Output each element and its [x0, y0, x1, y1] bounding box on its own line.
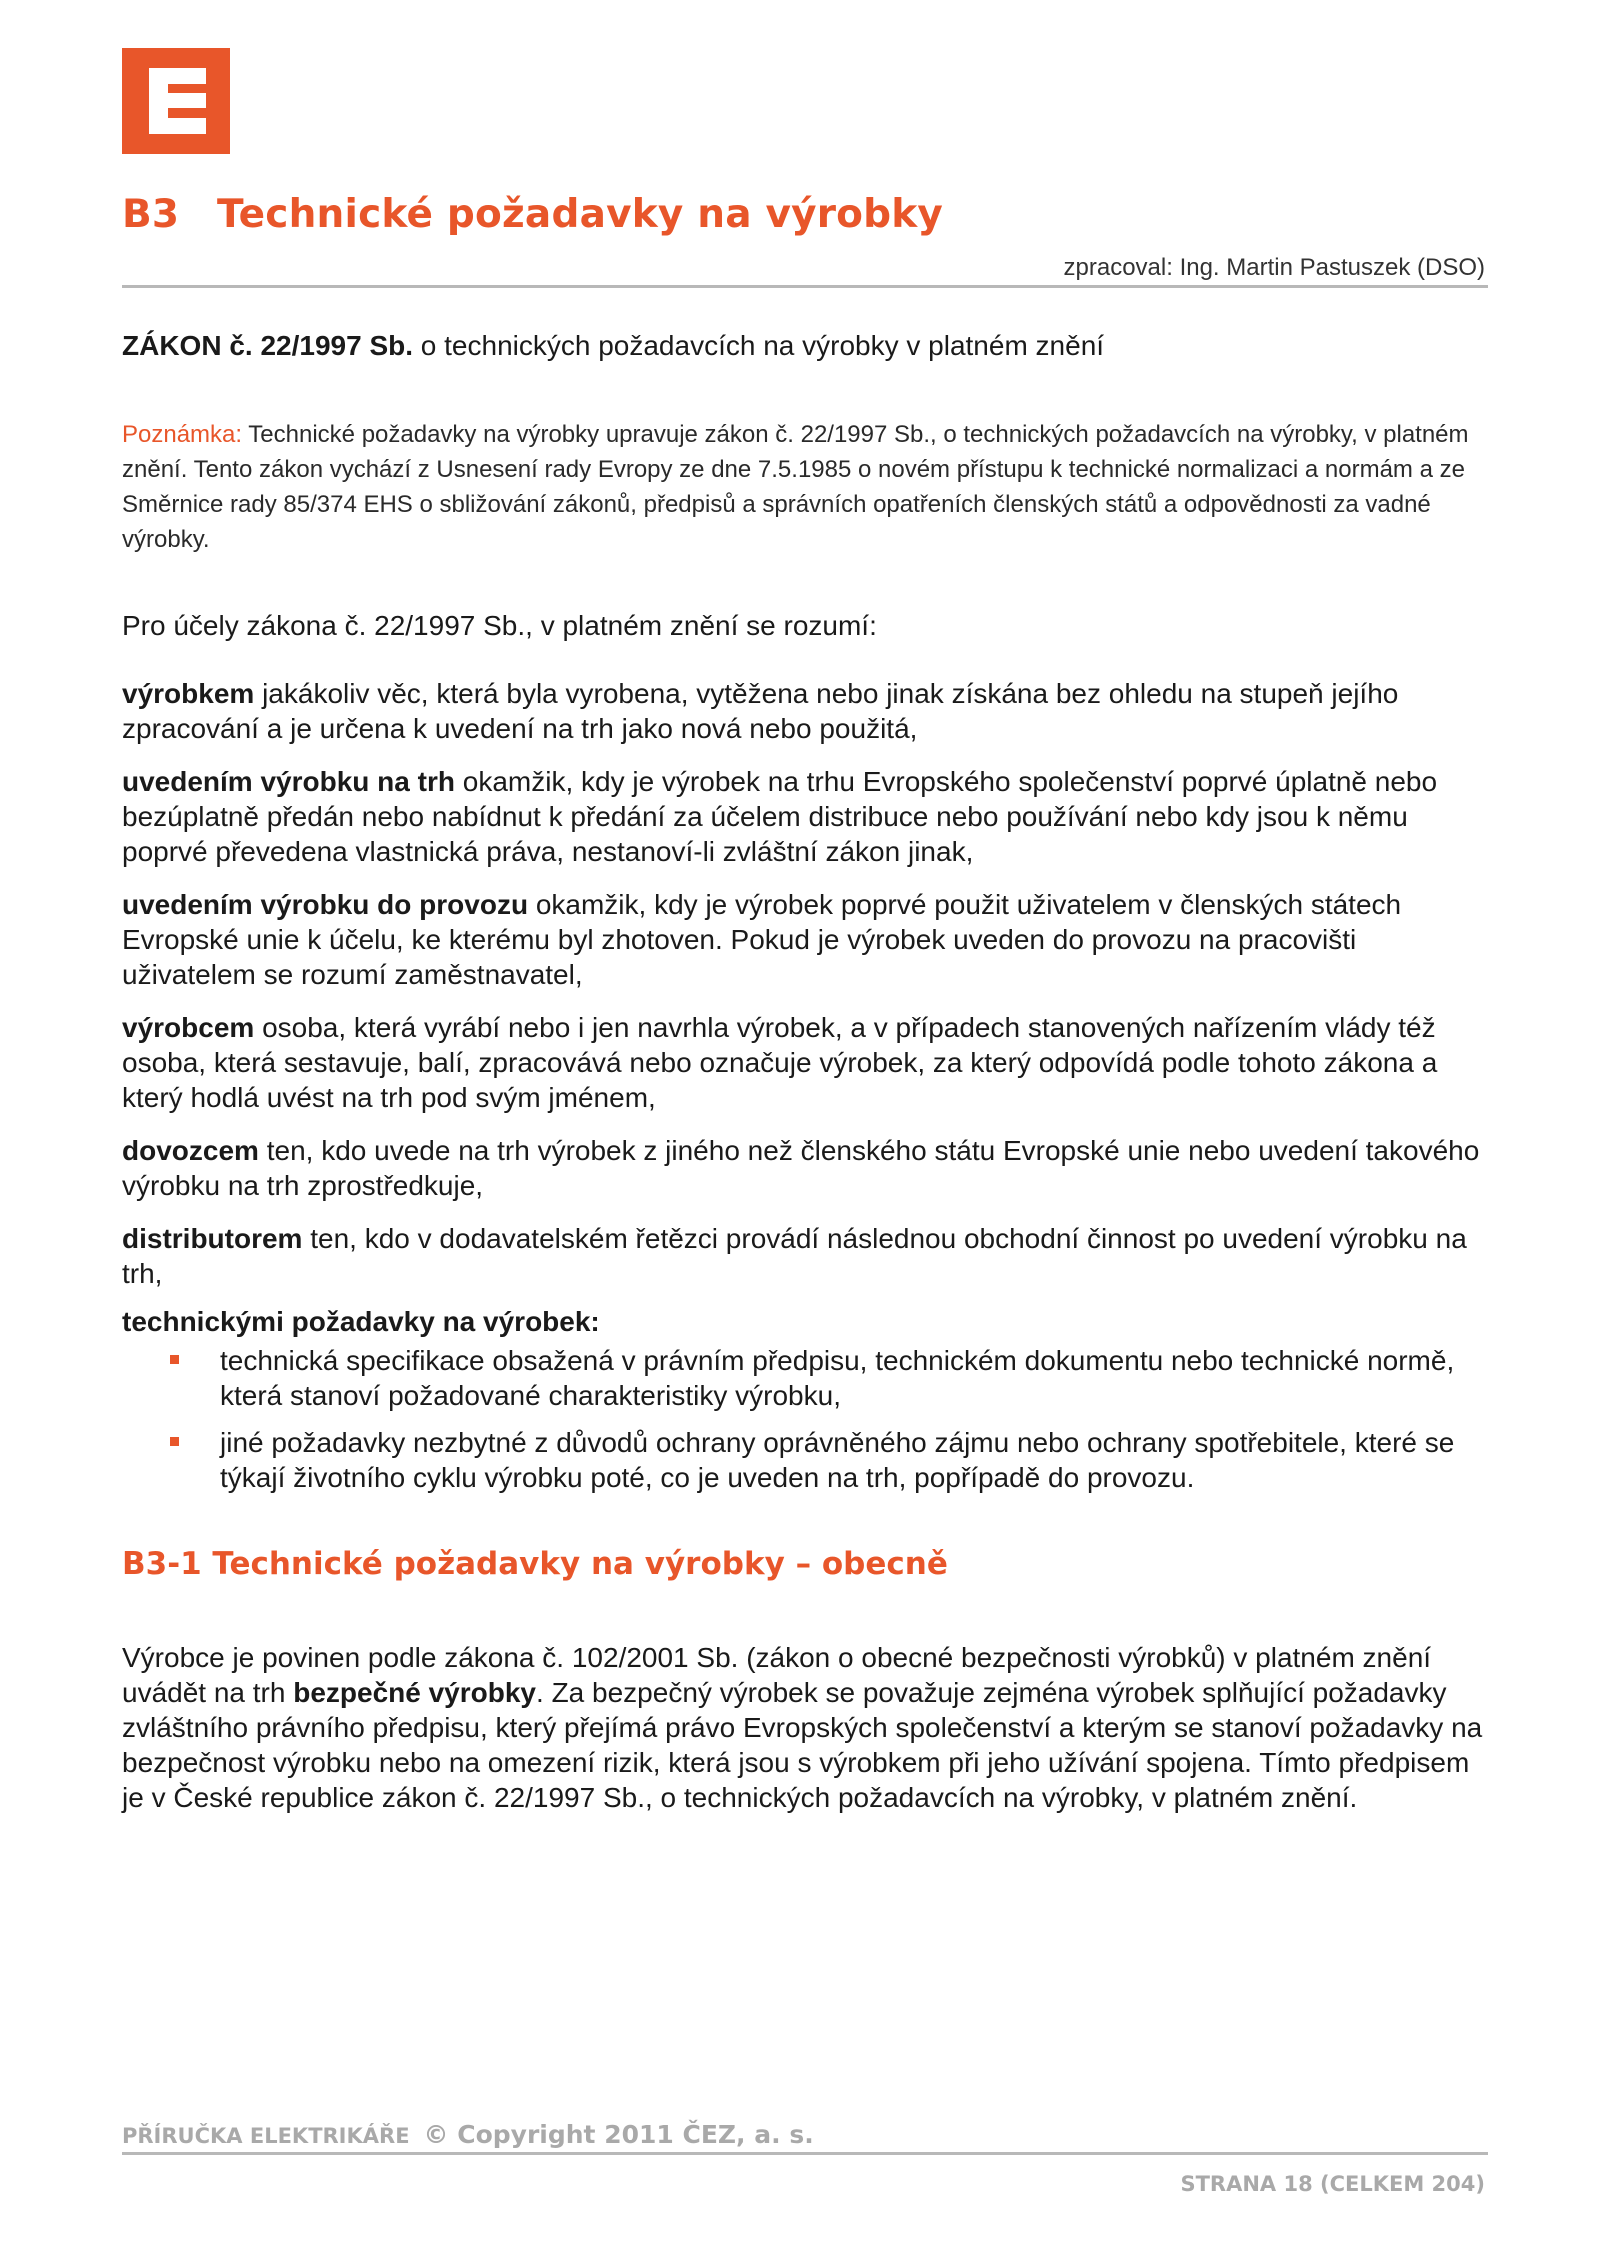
definition-term: distributorem — [122, 1223, 303, 1254]
note-paragraph — [122, 417, 1488, 557]
definition-term: uvedením výrobku na trh — [122, 766, 455, 797]
definition-term: výrobkem — [122, 678, 255, 709]
subsection-paragraph — [122, 1640, 1488, 1815]
author-line: zpracoval: Ing. Martin Pastuszek (DSO) — [1063, 254, 1485, 281]
subsection-text-before: Výrobce je povinen podle zákona č. 102/2001 Sb. (zákon o obecné bezpečnosti výrobků) v platném znění uvádět na trh — [122, 1642, 1432, 1708]
cez-logo-mark — [122, 48, 230, 154]
footer-copyright: © Copyright 2011 ČEZ, a. s. — [423, 2120, 814, 2149]
definition-term: výrobcem — [122, 1012, 255, 1043]
list-item — [122, 1425, 1488, 1495]
cez-logo — [122, 48, 230, 154]
definition-text: okamžik, kdy je výrobek na trhu Evropského společenství poprvé úplatně nebo bezúplatně předán nebo nabídnut k předání za účelem distribuce nebo používání nebo kdy jsou k němu poprvé převedena vlastnická práva, nestanoví-li zvláštní zákon jinak, — [122, 766, 1438, 867]
subsection-bold: bezpečné výrobky — [293, 1677, 537, 1708]
law-text: o technických požadavcích na výrobky v platném znění — [413, 330, 1105, 361]
law-reference — [122, 330, 1488, 362]
definition-item — [122, 764, 1488, 869]
list-item — [122, 1343, 1488, 1413]
footer-book: PŘÍRUČKA ELEKTRIKÁŘE — [122, 2124, 410, 2148]
definition-text: jakákoliv věc, která byla vyrobena, vytěžena nebo jinak získána bez ohledu na stupeň jejího zpracování a je určena k uvedení na trh jako nová nebo použitá, — [122, 678, 1399, 744]
definition-text: okamžik, kdy je výrobek poprvé použit uživatelem v členských státech Evropské unie k účelu, ke kterému byl zhotoven. Pokud je výrobek uveden do provozu na pracovišti uživatelem se rozumí zaměstnavatel, — [122, 889, 1402, 990]
definition-term: dovozcem — [122, 1135, 259, 1166]
footer-divider — [122, 2152, 1488, 2155]
definition-item — [122, 676, 1488, 746]
subsection-title: B3-1 Technické požadavky na výrobky – obecně — [122, 1546, 948, 1582]
title-text: Technické požadavky na výrobky — [217, 192, 944, 237]
subsection-text-after: . Za bezpečný výrobek se považuje zejména výrobek splňující požadavky zvláštního právního předpisu, který přejímá právo Evropských společenství a kterým se stanoví požadavky na bezpečnost výrobku nebo na omezení rizik, která jsou s výrobkem při jeho užívání spojena. Tímto předpisem je v České republice zákon č. 22/1997 Sb., o technických požadavcích na výrobky, v platném znění. — [122, 1677, 1483, 1813]
list-item-text: technická specifikace obsažená v právním předpisu, technickém dokumentu nebo technické normě, která stanoví požadované charakteristiky výrobku, — [220, 1345, 1455, 1411]
footer-title — [122, 2120, 814, 2149]
intro-paragraph: Pro účely zákona č. 22/1997 Sb., v platném znění se rozumí: — [122, 610, 877, 641]
definition-item — [122, 1133, 1488, 1203]
definition-item — [122, 1221, 1488, 1291]
section-number: B3 — [122, 192, 180, 237]
note-text: Technické požadavky na výrobky upravuje zákon č. 22/1997 Sb., o technických požadavcích na výrobky, v platném znění. Tento zákon vychází z Usnesení rady Evropy ze dne 7.5.1985 o novém přístupu k technické normalizaci a normám a ze Směrnice rady 85/374 EHS o sbližování zákonů, předpisů a správních opatřeních členských států a odpovědnosti za vadné výrobky. — [122, 421, 1469, 553]
bullet-square-icon — [170, 1437, 179, 1446]
list-item-text: jiné požadavky nezbytné z důvodů ochrany oprávněného zájmu nebo ochrany spotřebitele, které se týkají životního cyklu výrobku poté, co je uveden na trh, popřípadě do provozu. — [220, 1427, 1455, 1493]
header-divider — [122, 285, 1488, 288]
definition-text: ten, kdo v dodavatelském řetězci provádí následnou obchodní činnost po uvedení výrobku na trh, — [122, 1223, 1467, 1289]
definition-item — [122, 887, 1488, 992]
page-number: STRANA 18 (CELKEM 204) — [1180, 2172, 1485, 2196]
definition-text: ten, kdo uvede na trh výrobek z jiného než členského státu Evropské unie nebo uvedení takového výrobku na trh zprostředkuje, — [122, 1135, 1480, 1201]
definition-text: osoba, která vyrábí nebo i jen navrhla výrobek, a v případech stanovených nařízením vlády též osoba, která sestavuje, balí, zpracovává nebo označuje výrobek, za který odpovídá podle tohoto zákona a který hodlá uvést na trh pod svým jménem, — [122, 1012, 1438, 1113]
definition-item — [122, 1010, 1488, 1115]
requirements-heading: technickými požadavky na výrobek: — [122, 1306, 600, 1337]
note-label: Poznámka: — [122, 421, 243, 448]
page-title — [122, 192, 943, 237]
bullet-square-icon — [170, 1355, 179, 1364]
definition-term: uvedením výrobku do provozu — [122, 889, 529, 920]
law-ref: ZÁKON č. 22/1997 Sb. — [122, 330, 414, 361]
definitions-list — [122, 676, 1488, 1507]
requirements-list — [122, 1343, 1488, 1495]
